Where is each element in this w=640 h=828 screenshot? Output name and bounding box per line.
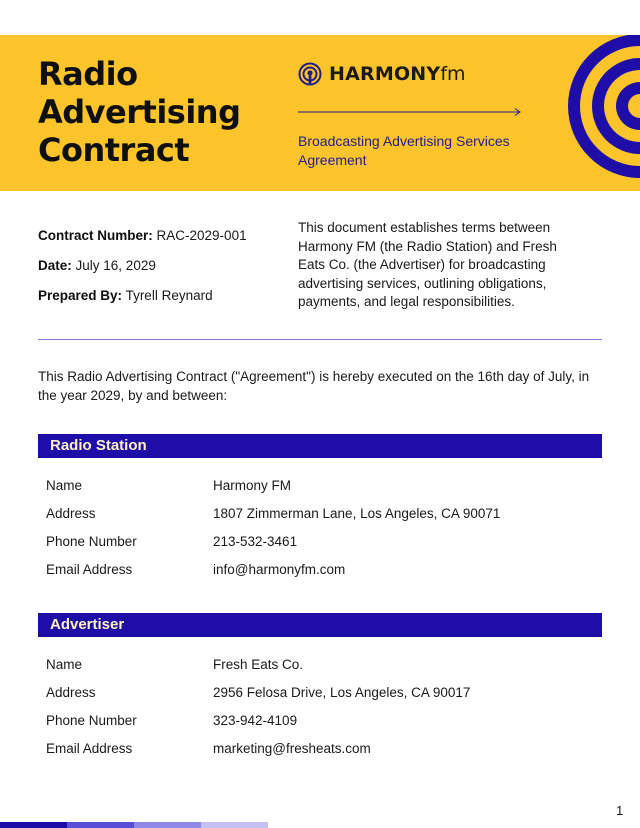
intro-paragraph: This document establishes terms between Harmony FM (the Radio Station) and Fresh Eats Co. (the Advertiser) for broadcasting advertising services, outlining obligations, payments, and legal responsibilities. bbox=[298, 220, 557, 309]
table-row bbox=[46, 500, 602, 528]
podcast-icon bbox=[298, 62, 322, 86]
field-value: 323-942-4109 bbox=[213, 712, 298, 728]
prepared-by bbox=[38, 288, 247, 318]
advertiser-table bbox=[46, 651, 602, 762]
field-label: Name bbox=[46, 478, 83, 494]
brand-name: HARMONY bbox=[329, 63, 441, 85]
brand-suffix: fm bbox=[440, 63, 466, 85]
subtitle: Broadcasting Advertising Services Agreement bbox=[298, 133, 510, 168]
date-value: July 16, 2029 bbox=[75, 258, 156, 273]
contract-meta bbox=[38, 228, 247, 318]
contract-number bbox=[38, 228, 247, 258]
footer-stripe bbox=[0, 822, 67, 828]
field-value: marketing@fresheats.com bbox=[213, 740, 371, 756]
section-heading-radio-station: Radio Station bbox=[38, 434, 602, 458]
contract-number-label: Contract Number: bbox=[38, 228, 153, 243]
date-label: Date: bbox=[38, 258, 72, 273]
field-value: 1807 Zimmerman Lane, Los Angeles, CA 90071 bbox=[213, 506, 501, 522]
footer-stripe bbox=[134, 822, 201, 828]
footer-stripe bbox=[67, 822, 134, 828]
table-row bbox=[46, 679, 602, 707]
footer-stripe bbox=[201, 822, 268, 828]
arrow-right-icon bbox=[298, 106, 524, 118]
field-value: 2956 Felosa Drive, Los Angeles, CA 90017 bbox=[213, 685, 471, 701]
table-row bbox=[46, 707, 602, 735]
field-value: Harmony FM bbox=[213, 478, 292, 494]
table-row bbox=[46, 528, 602, 556]
divider bbox=[38, 339, 602, 340]
prepared-by-value: Tyrell Reynard bbox=[125, 288, 213, 303]
table-row bbox=[46, 734, 602, 762]
field-label: Email Address bbox=[46, 740, 133, 756]
title-line: Radio bbox=[38, 55, 138, 93]
field-label: Name bbox=[46, 657, 83, 673]
contract-date bbox=[38, 258, 247, 288]
title-line: Advertising bbox=[38, 93, 241, 131]
field-value: Fresh Eats Co. bbox=[213, 657, 304, 673]
prepared-by-label: Prepared By: bbox=[38, 288, 123, 303]
field-value: 213-532-3461 bbox=[213, 533, 298, 549]
field-label: Phone Number bbox=[46, 712, 137, 728]
title-line: Contract bbox=[38, 131, 190, 169]
radio-station-table bbox=[46, 472, 602, 583]
agreement-lead: This Radio Advertising Contract ("Agreement") is hereby executed on the 16th day of July, in the year 2029, by and between: bbox=[38, 369, 590, 403]
field-label: Address bbox=[46, 506, 96, 522]
page-number: 1 bbox=[616, 803, 624, 818]
field-label: Address bbox=[46, 685, 96, 701]
table-row bbox=[46, 472, 602, 500]
field-value: info@harmonyfm.com bbox=[213, 561, 346, 577]
table-row bbox=[46, 651, 602, 679]
concentric-rings-icon bbox=[560, 35, 640, 191]
document-title bbox=[38, 55, 240, 169]
header-banner bbox=[0, 35, 640, 191]
field-label: Phone Number bbox=[46, 533, 137, 549]
table-row bbox=[46, 555, 602, 583]
brand-logo bbox=[298, 62, 466, 86]
field-label: Email Address bbox=[46, 561, 133, 577]
section-heading-advertiser: Advertiser bbox=[38, 613, 602, 637]
contract-number-value: RAC-2029-001 bbox=[156, 228, 247, 243]
